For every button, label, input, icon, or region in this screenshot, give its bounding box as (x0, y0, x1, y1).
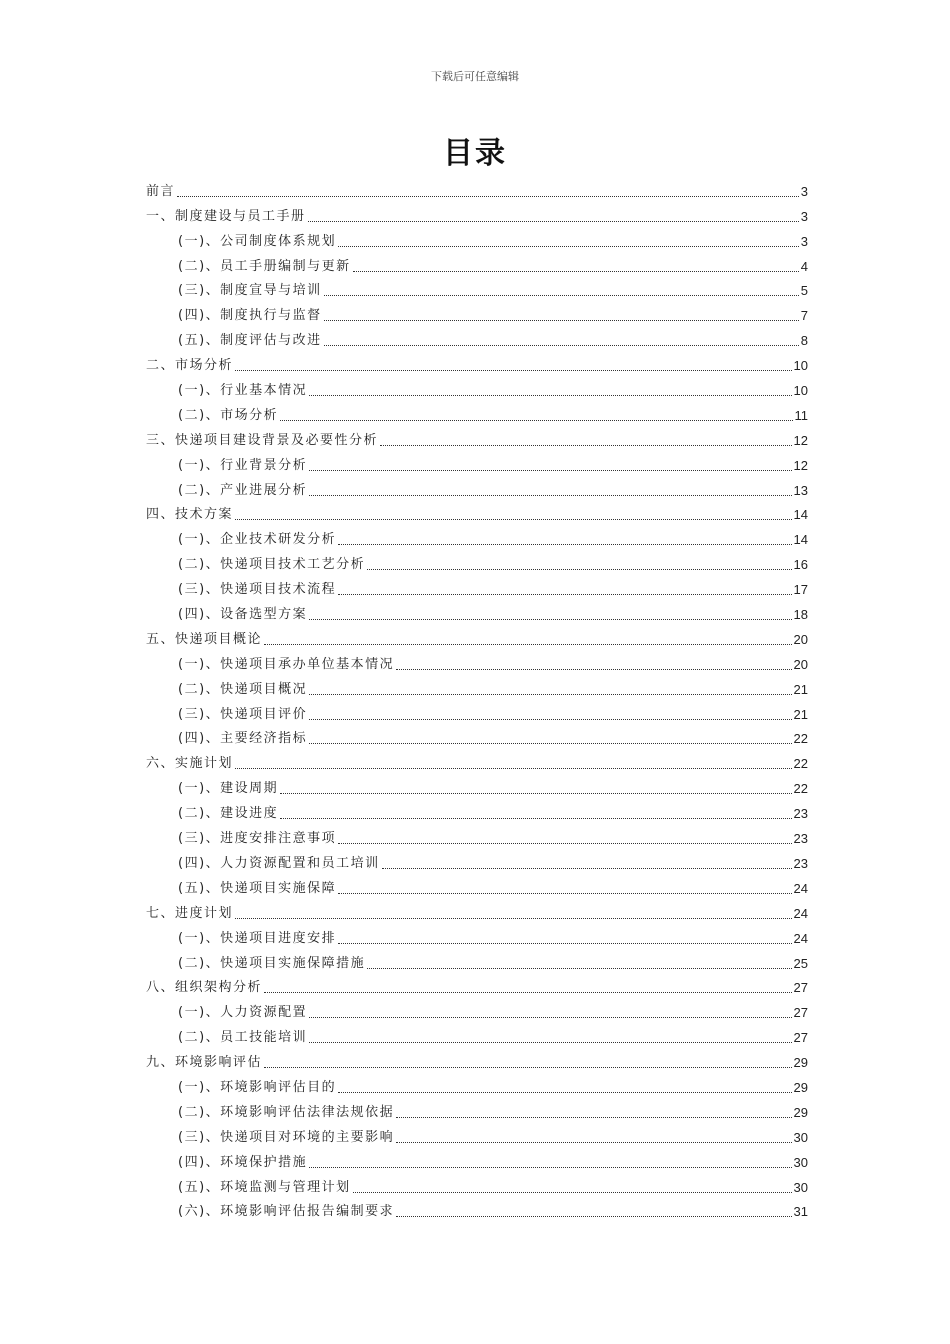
toc-section-entry[interactable] (146, 624, 808, 649)
toc-subsection-entry[interactable] (146, 375, 808, 400)
toc-entry-label: (三)、快递项目对环境的主要影响 (178, 1129, 395, 1145)
toc-entry-label: (五)、制度评估与改进 (178, 333, 322, 349)
toc-page-number: 5 (800, 283, 808, 299)
toc-page-number: 12 (793, 457, 808, 473)
toc-page-number: 27 (793, 980, 808, 996)
toc-page-number: 24 (793, 930, 808, 946)
toc-page-number: 24 (793, 905, 808, 921)
toc-dot-leader (324, 295, 799, 296)
toc-dot-leader (338, 544, 791, 545)
toc-dot-leader (396, 1216, 791, 1217)
toc-entry-label: (四)、制度执行与监督 (178, 308, 322, 324)
toc-subsection-entry[interactable] (146, 251, 808, 276)
header-note: 下载后可任意编辑 (431, 70, 519, 83)
toc-page-number: 4 (800, 258, 808, 274)
toc-page-number: 23 (793, 831, 808, 847)
toc-page-number: 24 (793, 880, 808, 896)
toc-entry-label: 四、技术方案 (146, 507, 234, 523)
toc-subsection-entry[interactable] (146, 649, 808, 674)
toc-dot-leader (338, 594, 791, 595)
toc-entry-label: (四)、环境保护措施 (178, 1154, 308, 1170)
toc-page-number: 23 (793, 855, 808, 871)
toc-entry-label: (一)、行业背景分析 (178, 457, 308, 473)
toc-page-number: 25 (793, 955, 808, 971)
toc-dot-leader (235, 519, 792, 520)
toc-entry-label: 七、进度计划 (146, 905, 234, 921)
toc-subsection-entry[interactable] (146, 599, 808, 624)
toc-dot-leader (338, 943, 791, 944)
toc-entry-label: (二)、环境影响评估法律法规依据 (178, 1104, 395, 1120)
toc-page-number: 8 (800, 333, 808, 349)
toc-subsection-entry[interactable] (146, 823, 808, 848)
toc-page-number: 12 (793, 432, 808, 448)
toc-subsection-entry[interactable] (146, 798, 808, 823)
toc-entry-label: 五、快递项目概论 (146, 631, 263, 647)
toc-entry-label: (一)、环境影响评估目的 (178, 1079, 337, 1095)
toc-page-number: 21 (793, 681, 808, 697)
toc-entry-label: 前言 (146, 183, 176, 199)
toc-page-number: 23 (793, 806, 808, 822)
toc-entry-label: (四)、主要经济指标 (178, 731, 308, 747)
toc-entry-label: (三)、进度安排注意事项 (178, 831, 337, 847)
toc-dot-leader (309, 1167, 791, 1168)
toc-dot-leader (235, 370, 792, 371)
toc-entry-label: (一)、快递项目进度安排 (178, 930, 337, 946)
toc-entry-label: 六、实施计划 (146, 756, 234, 772)
toc-entry-label: (三)、快递项目技术流程 (178, 582, 337, 598)
toc-dot-leader (380, 445, 792, 446)
toc-page-number: 31 (793, 1204, 808, 1220)
toc-subsection-entry[interactable] (146, 948, 808, 973)
toc-subsection-entry[interactable] (146, 997, 808, 1022)
toc-entry-label: 一、制度建设与员工手册 (146, 208, 306, 224)
toc-page-number: 10 (793, 358, 808, 374)
toc-entry-label: (二)、产业进展分析 (178, 482, 308, 498)
toc-dot-leader (264, 644, 792, 645)
toc-dot-leader (324, 345, 799, 346)
toc-section-entry[interactable] (146, 748, 808, 773)
toc-entry-label: (二)、快递项目实施保障措施 (178, 955, 366, 971)
toc-subsection-entry[interactable] (146, 674, 808, 699)
toc-dot-leader (309, 719, 791, 720)
toc-dot-leader (396, 1142, 791, 1143)
toc-entry-label: (五)、快递项目实施保障 (178, 880, 337, 896)
toc-subsection-entry[interactable] (146, 475, 808, 500)
toc-page-number: 3 (800, 183, 808, 199)
toc-page-number: 22 (793, 756, 808, 772)
toc-page-number: 16 (793, 557, 808, 573)
toc-entry-label: 三、快递项目建设背景及必要性分析 (146, 432, 379, 448)
toc-subsection-entry[interactable] (146, 400, 808, 425)
toc-entry-label: (二)、快递项目技术工艺分析 (178, 557, 366, 573)
toc-page-number: 29 (793, 1104, 808, 1120)
toc-dot-leader (324, 320, 799, 321)
toc-page-number: 27 (793, 1030, 808, 1046)
toc-page-number: 11 (794, 407, 808, 423)
toc-subsection-entry[interactable] (146, 923, 808, 948)
toc-entry-label: (三)、快递项目评价 (178, 706, 308, 722)
table-of-contents (146, 176, 808, 1221)
toc-page-number: 17 (793, 582, 808, 598)
toc-page-number: 20 (793, 631, 808, 647)
toc-subsection-entry[interactable] (146, 773, 808, 798)
toc-page-number: 29 (793, 1055, 808, 1071)
toc-subsection-entry[interactable] (146, 549, 808, 574)
toc-dot-leader (309, 1017, 791, 1018)
toc-dot-leader (309, 1042, 791, 1043)
toc-subsection-entry[interactable] (146, 699, 808, 724)
toc-dot-leader (338, 893, 791, 894)
toc-page-number: 10 (793, 383, 808, 399)
toc-subsection-entry[interactable] (146, 873, 808, 898)
toc-entry-label: 九、环境影响评估 (146, 1055, 263, 1071)
toc-dot-leader (235, 768, 792, 769)
toc-subsection-entry[interactable] (146, 1122, 808, 1147)
toc-subsection-entry[interactable] (146, 226, 808, 251)
toc-entry-label: (一)、快递项目承办单位基本情况 (178, 656, 395, 672)
toc-entry-label: (一)、行业基本情况 (178, 383, 308, 399)
toc-page-number: 14 (793, 507, 808, 523)
toc-dot-leader (367, 569, 791, 570)
toc-dot-leader (338, 1092, 791, 1093)
toc-entry-label: (二)、建设进度 (178, 806, 279, 822)
toc-entry-label: (二)、员工手册编制与更新 (178, 258, 351, 274)
toc-page-number: 18 (793, 607, 808, 623)
toc-subsection-entry[interactable] (146, 1147, 808, 1172)
toc-dot-leader (309, 395, 791, 396)
toc-entry-label: (二)、员工技能培训 (178, 1030, 308, 1046)
toc-page-number: 22 (793, 731, 808, 747)
toc-dot-leader (367, 968, 791, 969)
toc-page-number: 30 (793, 1179, 808, 1195)
toc-section-entry[interactable] (146, 1047, 808, 1072)
toc-subsection-entry[interactable] (146, 848, 808, 873)
toc-dot-leader (309, 743, 791, 744)
page-title: 目录 (443, 136, 507, 171)
toc-subsection-entry[interactable] (146, 1197, 808, 1222)
toc-page-number: 22 (793, 781, 808, 797)
toc-dot-leader (396, 669, 791, 670)
toc-page-number: 29 (793, 1079, 808, 1095)
toc-dot-leader (396, 1117, 791, 1118)
toc-page-number: 3 (800, 208, 808, 224)
toc-entry-label: (二)、市场分析 (178, 407, 279, 423)
toc-dot-leader (353, 271, 799, 272)
toc-dot-leader (309, 619, 791, 620)
toc-section-entry[interactable] (146, 973, 808, 998)
toc-dot-leader (309, 470, 791, 471)
toc-dot-leader (264, 992, 792, 993)
toc-dot-leader (309, 694, 791, 695)
toc-page-number: 30 (793, 1154, 808, 1170)
toc-subsection-entry[interactable] (146, 574, 808, 599)
toc-page-number: 27 (793, 1005, 808, 1021)
toc-dot-leader (382, 868, 792, 869)
toc-entry-label: (一)、公司制度体系规划 (178, 233, 337, 249)
toc-entry-label: (五)、环境监测与管理计划 (178, 1179, 351, 1195)
toc-section-entry[interactable] (146, 898, 808, 923)
toc-entry-label: (一)、企业技术研发分析 (178, 532, 337, 548)
toc-entry-label: 八、组织架构分析 (146, 980, 263, 996)
toc-subsection-entry[interactable] (146, 1022, 808, 1047)
toc-entry-label: (三)、制度宣导与培训 (178, 283, 322, 299)
toc-subsection-entry[interactable] (146, 1097, 808, 1122)
toc-subsection-entry[interactable] (146, 325, 808, 350)
toc-entry-label: (六)、环境影响评估报告编制要求 (178, 1204, 395, 1220)
toc-subsection-entry[interactable] (146, 300, 808, 325)
toc-section-entry[interactable] (146, 350, 808, 375)
toc-entry-label: (四)、设备选型方案 (178, 607, 308, 623)
toc-dot-leader (353, 1192, 792, 1193)
toc-page-number: 14 (793, 532, 808, 548)
toc-page-number: 3 (800, 233, 808, 249)
toc-dot-leader (338, 246, 799, 247)
toc-dot-leader (280, 420, 792, 421)
toc-subsection-entry[interactable] (146, 1172, 808, 1197)
toc-dot-leader (280, 793, 791, 794)
toc-entry-label: (四)、人力资源配置和员工培训 (178, 855, 380, 871)
toc-dot-leader (235, 918, 792, 919)
toc-subsection-entry[interactable] (146, 524, 808, 549)
toc-subsection-entry[interactable] (146, 724, 808, 749)
toc-entry-label: (二)、快递项目概况 (178, 681, 308, 697)
toc-section-entry[interactable] (146, 176, 808, 201)
toc-page-number: 21 (793, 706, 808, 722)
toc-section-entry[interactable] (146, 500, 808, 525)
toc-page-number: 20 (793, 656, 808, 672)
toc-dot-leader (280, 818, 791, 819)
toc-page-number: 30 (793, 1129, 808, 1145)
toc-dot-leader (309, 495, 791, 496)
toc-entry-label: (一)、人力资源配置 (178, 1005, 308, 1021)
toc-section-entry[interactable] (146, 201, 808, 226)
toc-page-number: 7 (800, 308, 808, 324)
toc-dot-leader (177, 196, 799, 197)
toc-entry-label: (一)、建设周期 (178, 781, 279, 797)
toc-section-entry[interactable] (146, 425, 808, 450)
toc-page-number: 13 (793, 482, 808, 498)
toc-dot-leader (338, 843, 791, 844)
toc-subsection-entry[interactable] (146, 276, 808, 301)
toc-dot-leader (308, 221, 799, 222)
toc-entry-label: 二、市场分析 (146, 358, 234, 374)
toc-dot-leader (264, 1067, 792, 1068)
toc-subsection-entry[interactable] (146, 1072, 808, 1097)
toc-subsection-entry[interactable] (146, 450, 808, 475)
